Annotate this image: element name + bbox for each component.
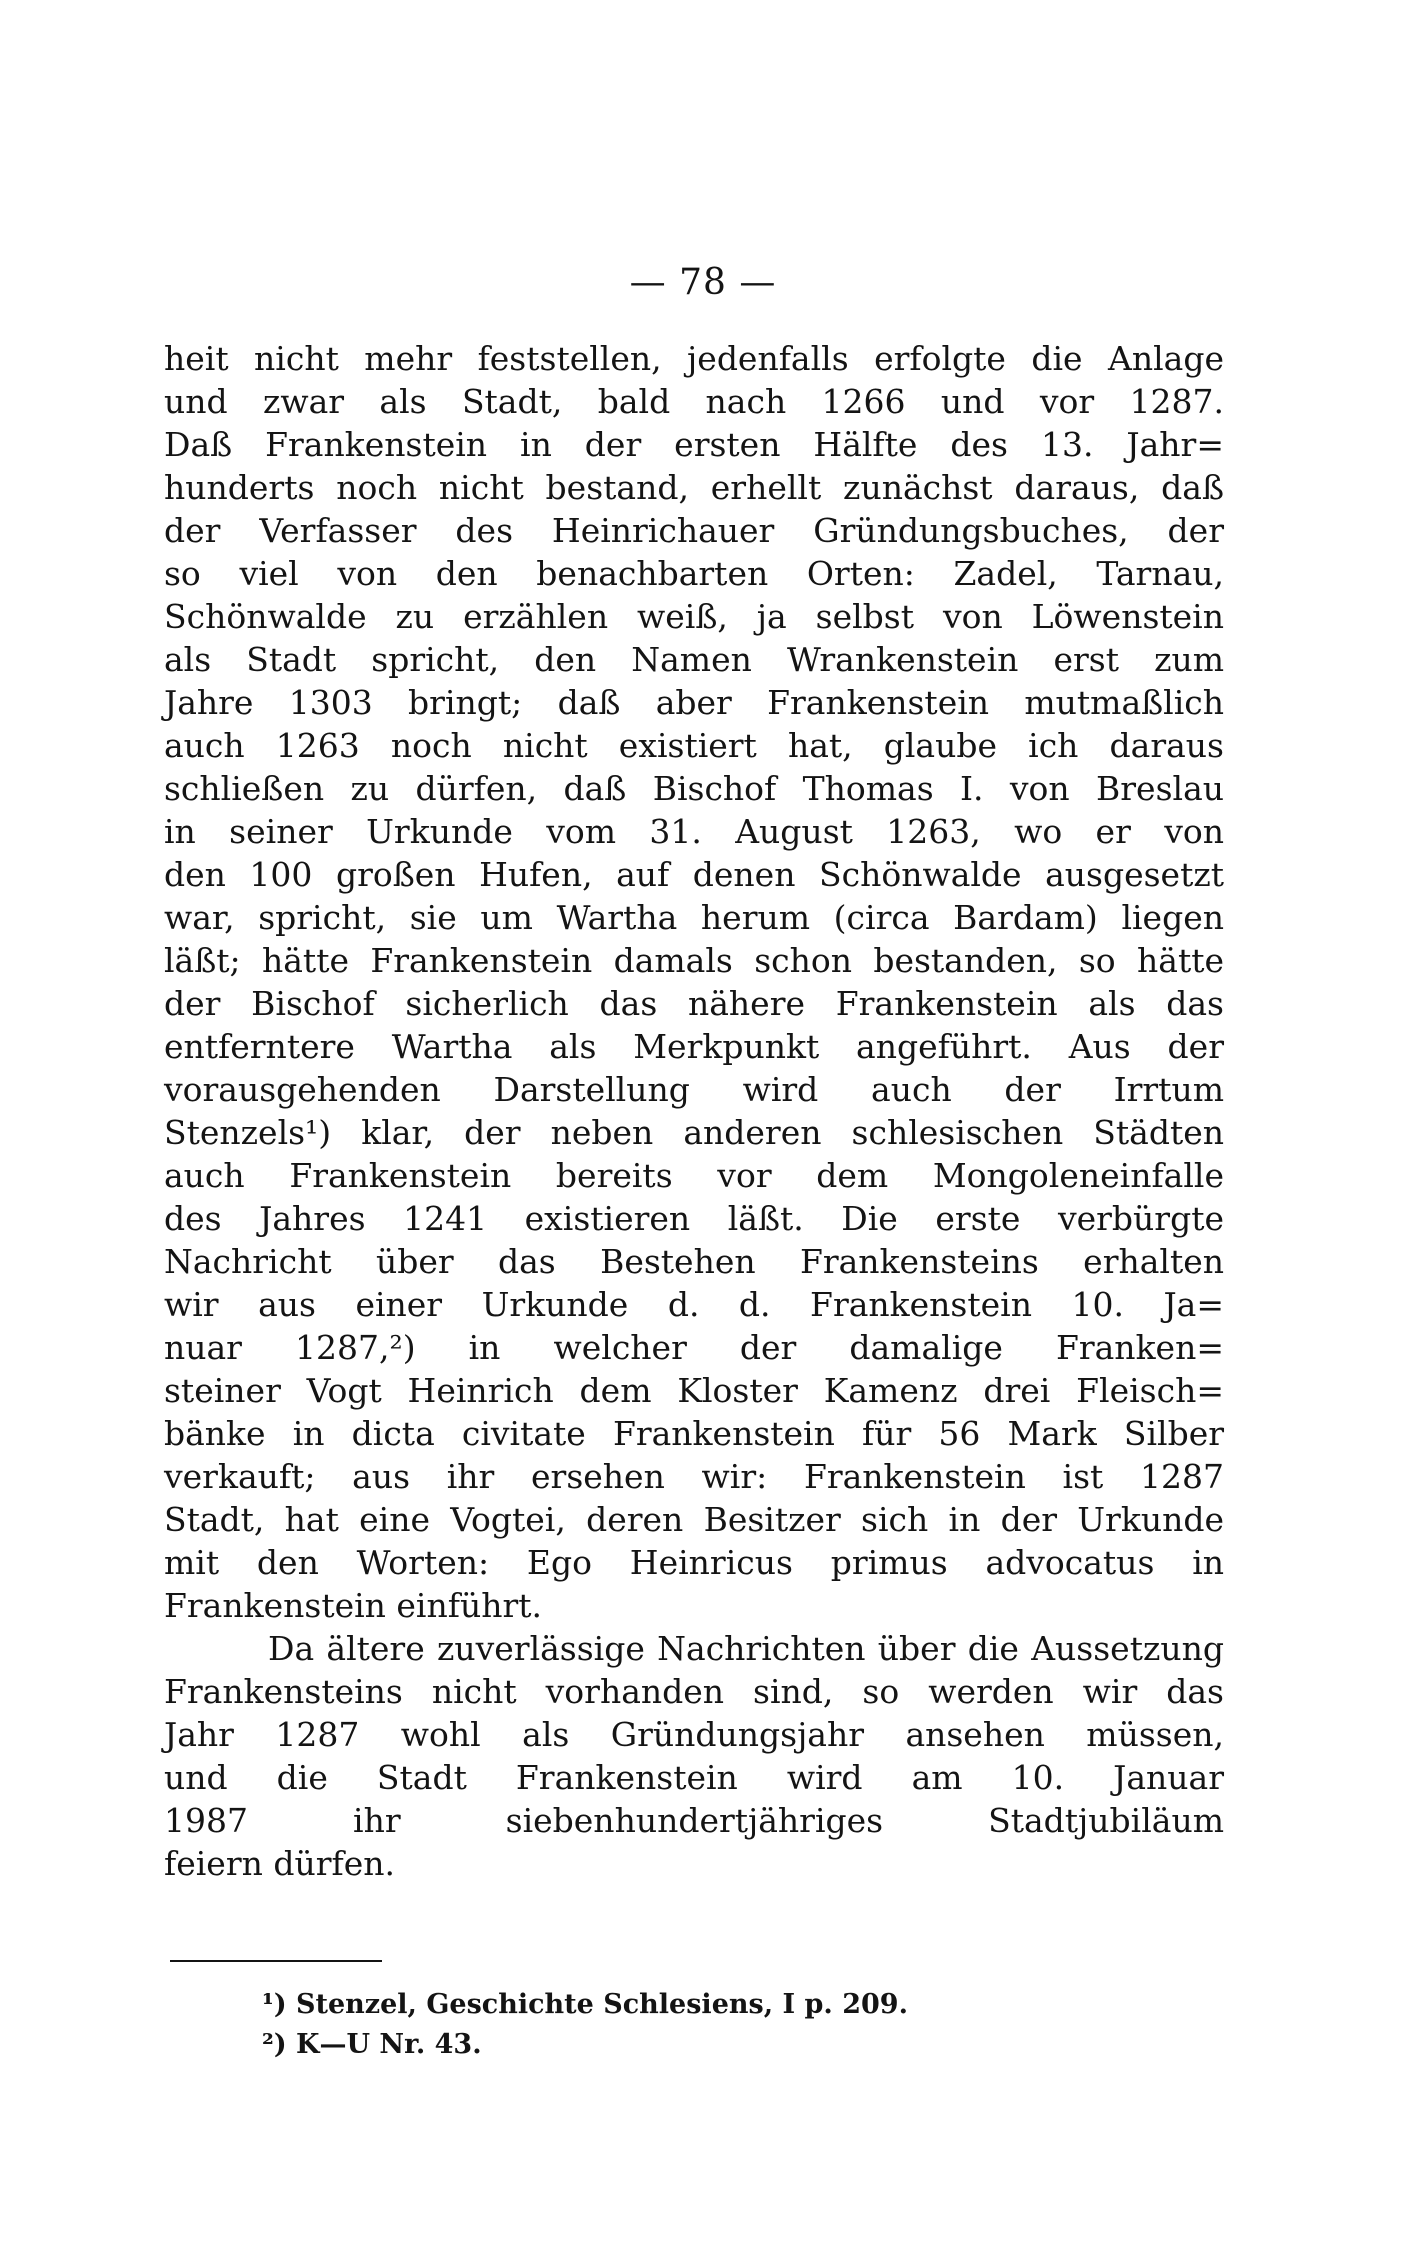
body-text — [164, 337, 1224, 1885]
text-line: Stadt, hat eine Vogtei, deren Besitzer sich in der Urkunde — [164, 1500, 1224, 1539]
text-line: entferntere Wartha als Merkpunkt angeführt. Aus der — [164, 1027, 1224, 1066]
text-line: Schönwalde zu erzählen weiß, ja selbst von Löwenstein — [164, 597, 1224, 636]
text-line: und zwar als Stadt, bald nach 1266 und vor 1287. — [164, 382, 1224, 421]
text-line: Jahre 1303 bringt; daß aber Frankenstein mutmaßlich — [164, 683, 1224, 722]
text-line: Nachricht über das Bestehen Frankensteins erhalten — [164, 1242, 1224, 1281]
footnotes — [262, 1985, 1162, 2065]
text-line: als Stadt spricht, den Namen Wrankenstein erst zum — [164, 640, 1224, 679]
text-line: der Verfasser des Heinrichauer Gründungsbuches, der — [164, 511, 1224, 550]
text-line: schließen zu dürfen, daß Bischof Thomas I. von Breslau — [164, 769, 1224, 808]
text-line: hunderts noch nicht bestand, erhellt zunächst daraus, daß — [164, 468, 1224, 507]
text-line: auch 1263 noch nicht existiert hat, glaube ich daraus — [164, 726, 1224, 765]
text-line: Frankensteins nicht vorhanden sind, so werden wir das — [164, 1672, 1224, 1711]
text-line: Stenzels¹) klar, der neben anderen schlesischen Städten — [164, 1113, 1224, 1152]
text-line: mit den Worten: Ego Heinricus primus advocatus in — [164, 1543, 1224, 1582]
text-line: steiner Vogt Heinrich dem Kloster Kamenz drei Fleisch= — [164, 1371, 1224, 1410]
text-line: in seiner Urkunde vom 31. August 1263, wo er von — [164, 812, 1224, 851]
text-line: verkauft; aus ihr ersehen wir: Frankenstein ist 1287 — [164, 1457, 1224, 1496]
text-line: Frankenstein einführt. — [164, 1586, 542, 1625]
text-line: Daß Frankenstein in der ersten Hälfte des 13. Jahr= — [164, 425, 1224, 464]
text-line: war, spricht, sie um Wartha herum (circa Bardam) liegen — [164, 898, 1224, 937]
text-line: Da ältere zuverlässige Nachrichten über die Aussetzung — [268, 1629, 1224, 1668]
text-line: bänke in dicta civitate Frankenstein für 56 Mark Silber — [164, 1414, 1224, 1453]
text-line: wir aus einer Urkunde d. d. Frankenstein 10. Ja= — [164, 1285, 1224, 1324]
text-line: den 100 großen Hufen, auf denen Schönwalde ausgesetzt — [164, 855, 1224, 894]
page-number: — 78 — — [629, 262, 777, 303]
text-line: so viel von den benachbarten Orten: Zadel, Tarnau, — [164, 554, 1224, 593]
text-line: heit nicht mehr feststellen, jedenfalls erfolgte die Anlage — [164, 339, 1224, 378]
text-line: Jahr 1287 wohl als Gründungsjahr ansehen müssen, — [164, 1715, 1224, 1754]
footnote: ¹) Stenzel, Geschichte Schlesiens, I p. 209. — [262, 1989, 908, 2020]
footnote-rule — [170, 1960, 382, 1962]
text-line: auch Frankenstein bereits vor dem Mongoleneinfalle — [164, 1156, 1224, 1195]
text-line: der Bischof sicherlich das nähere Frankenstein als das — [164, 984, 1224, 1023]
text-line: feiern dürfen. — [164, 1844, 395, 1883]
text-line: läßt; hätte Frankenstein damals schon bestanden, so hätte — [164, 941, 1224, 980]
text-line: vorausgehenden Darstellung wird auch der Irrtum — [164, 1070, 1224, 1109]
text-line: des Jahres 1241 existieren läßt. Die erste verbürgte — [164, 1199, 1224, 1238]
text-line: nuar 1287,²) in welcher der damalige Franken= — [164, 1328, 1224, 1367]
text-line: und die Stadt Frankenstein wird am 10. Januar — [164, 1758, 1224, 1797]
footnote: ²) K—U Nr. 43. — [262, 2029, 482, 2060]
text-line: 1987 ihr siebenhundertjähriges Stadtjubiläum — [164, 1801, 1224, 1840]
